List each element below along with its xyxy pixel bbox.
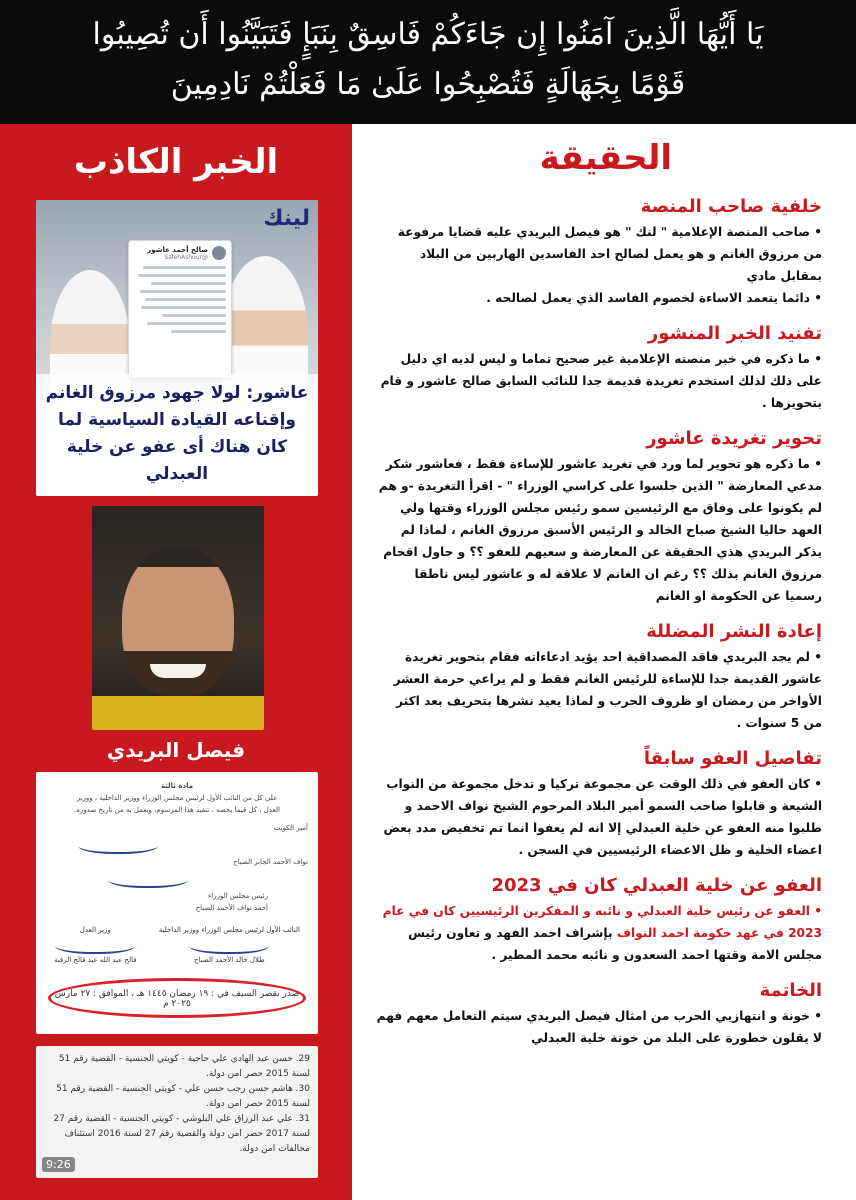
- section-heading: تحوير تغريدة عاشور: [646, 428, 822, 449]
- section-conclusion: [376, 980, 822, 1049]
- post-brand-logo: لينك: [263, 206, 310, 231]
- emir-signature: [78, 836, 158, 854]
- section-paragraph: [376, 900, 822, 966]
- dpm-signature-block: [159, 926, 300, 964]
- list-item: 30. هاشم حسن رجب حسن علي - كويتي الجنسية - القضية رقم 51 لسنة 2015 حصر امن دولة.: [56, 1084, 310, 1109]
- smile-figure: [150, 664, 206, 678]
- list-item: 29. حسن عبد الهادي علي حاجية - كويتي الجنسية - القضية رقم 51 لسنة 2015 حصر امن دولة.: [58, 1054, 310, 1079]
- verse-line-2: قَوْمًا بِجَهَالَةٍ فَتُصْبِحُوا عَلَىٰ مَا فَعَلْتُمْ نَادِمِينَ: [170, 67, 686, 102]
- section-tweet-distortion: [376, 428, 822, 607]
- pm-signature: [108, 870, 188, 888]
- section-pardon-details: [376, 748, 822, 861]
- tweet-avatar: [212, 246, 226, 260]
- tweet-author-handle: @SalehAshour: [164, 254, 208, 261]
- decree-line-2: العدل ، كل فيما يخصه ، تنفيذ هذا المرسوم، ويعمل به من تاريخ صدوره.: [73, 806, 280, 814]
- decree-emir-name: نواف الأحمد الجابر الصباح: [233, 858, 308, 866]
- quran-verse-banner: [0, 0, 856, 124]
- section-refutation: [376, 323, 822, 414]
- decree-pm-name: أحمد نواف الأحمد الصباح: [195, 904, 268, 912]
- decree-line-1: على كل من النائب الأول لرئيس مجلس الوزراء ووزير الداخلية ، ووزير: [76, 794, 278, 802]
- section-heading: الخاتمة: [759, 980, 822, 1001]
- section-heading: إعادة النشر المضللة: [646, 621, 822, 642]
- fake-news-title: الخبر الكاذب: [73, 142, 279, 182]
- fake-news-panel: [0, 124, 352, 1200]
- truth-title: الحقيقة: [539, 138, 672, 178]
- section-heading: تفنيد الخبر المنشور: [647, 323, 822, 344]
- decree-pm-label: رئيس مجلس الوزراء: [207, 892, 268, 900]
- section-heading: خلفية صاحب المنصة: [640, 196, 822, 217]
- decree-dpm-name: طلال خالد الأحمد الصباح: [194, 956, 265, 964]
- decree-article: مادة ثالثة: [160, 782, 194, 790]
- prisoner-list-image: [36, 1046, 318, 1178]
- dpm-signature: [189, 936, 269, 954]
- justice-signature-block: [54, 926, 137, 964]
- list-item: 31. علي عبد الرزاق علي البلوشي - كويتي الجنسية - القضية رقم 27 لسنة 2017 حصر امن دولة والقضية رقم 27 لسنة 2016 استئناف مخالفات امن دولة.: [53, 1114, 310, 1154]
- section-pardon-2023: [376, 875, 822, 966]
- paragraph-rest: بإشراف احمد الفهد و تعاون رئيس مجلس الامة وقتها احمد السعدون و نائبه محمد المطير .: [408, 926, 822, 962]
- decree-document-image: [36, 772, 318, 1034]
- section-paragraph: • صاحب المنصة الإعلامية " لنك " هو فيصل البريدي عليه قضايا مرفوعة من مرزوق الغانم و هو يعمل لصالح احد الفاسدين الهاربين من البلاد بمقابل مادي: [397, 225, 822, 283]
- shirt-figure: [92, 696, 264, 730]
- tweet-author-name: صالح أحمد عاشور: [147, 246, 208, 254]
- section-heading: تفاصيل العفو سابقاً: [643, 748, 822, 769]
- section-paragraph: • خونة و انتهازيي الحرب من امثال فيصل البريدي سيتم التعامل معهم فهم لا يقلون خطورة على البلد من خونة خلية العبدلي: [376, 1009, 822, 1045]
- video-timestamp: 9:26: [42, 1157, 75, 1172]
- highlighted-text: • العفو عن رئيس خلية العبدلي و نائبه و المفكرين الرئيسيين كان في عام 2023 في عهد حكومة احمد النواف: [382, 904, 822, 940]
- section-paragraph: • دائما يتعمد الاساءة لخصوم الفاسد الذي يعمل لصالحه .: [486, 291, 822, 305]
- decree-dpm-label: النائب الأول لرئيس مجلس الوزراء ووزير الداخلية: [158, 926, 300, 934]
- section-paragraph: • كان العفو في ذلك الوقت عن مجموعة تركيا و تدخل مجموعة من النواب الشيعة و قابلوا صاحب السمو أمير البلاد المرحوم الشيخ نواف الاحمد و طلبوا منه العفو عن خلية العبدلي إلا انه لم يعفوا انما تم تخفيض مدد بعض اعضاء الخلية و ظل الاعضاء الرئيسيين في السجن .: [383, 777, 822, 857]
- truth-panel: [352, 124, 856, 1200]
- post-caption: عاشور: لولا جهود مرزوق الغانم وإقناعه القيادة السياسية لما كان هناك أى عفو عن خلية العبدلي: [36, 374, 318, 496]
- portrait-photo: [92, 506, 264, 730]
- decree-justice-label: وزير العدل: [79, 926, 111, 934]
- section-paragraph: • ما ذكره في خبر منصته الإعلامية غير صحيح تماما و ليس لديه اي دليل على ذلك لذلك استخدم تغريدة قديمة جدا للنائب السابق صالح عاشور و قام بتحويرها .: [380, 352, 822, 410]
- tweet-card: [128, 240, 232, 378]
- justice-signature: [55, 936, 135, 954]
- decree-justice-name: فالح عبد الله عبد فالح الرقبة: [54, 956, 137, 964]
- decree-date-circled: صدر بقصر السيف في : ١٩ رمضان ١٤٤٥ هـ ، الموافق : ٢٧ مارس ٢٠٢٥ م: [48, 978, 306, 1018]
- section-misleading-repost: [376, 621, 822, 734]
- section-platform-owner: [376, 196, 822, 309]
- fake-news-post-image: [36, 200, 318, 496]
- photo-caption-name: فيصل البريدي: [106, 738, 246, 762]
- section-paragraph: • ما ذكره هو تحوير لما ورد في تغريد عاشور للإساءة فقط ، فعاشور شكر مدعي المعارضة " الذين جلسوا على كراسي الوزراء " - اقرأ التغريدة -و هم لم يكونوا على وفاق مع الرئيسين سمو رئيس مجلس الوزراء وقتها ولي العهد حاليا الشيخ صباح الخالد و الرئيس الأسبق مرزوق الغانم ، لماذا لم يذكر البريدي هذي الحقيقة عن المعارضة و سعيهم للعفو ؟؟ و حاول اقحام مرزوق الغانم بذلك ؟؟ رغم ان الغانم لا علاقة له و عاشور ليس ناطقا رسميا عن الحكومة او الغانم: [378, 457, 822, 603]
- verse-line-1: يَا أَيُّهَا الَّذِينَ آمَنُوا إِن جَاءَكُمْ فَاسِقٌ بِنَبَإٍ فَتَبَيَّنُوا أَن تُصِيبُوا: [92, 17, 764, 52]
- decree-emir-label: أمير الكويت: [273, 824, 308, 832]
- section-heading: العفو عن خلية العبدلي كان في 2023: [491, 875, 822, 896]
- section-paragraph: • لم يجد البريدي فاقد المصداقية احد يؤيد ادعاءاته فقام بتحوير تغريدة عاشور القديمة جدا للإساءة للرئيس الغانم فقط و لم يراعي حرمة العشر الأواخر من رمضان او ظروف الحرب و لماذا يعيد نشرها بتحريف بعد اكثر من 5 سنوات .: [393, 650, 822, 730]
